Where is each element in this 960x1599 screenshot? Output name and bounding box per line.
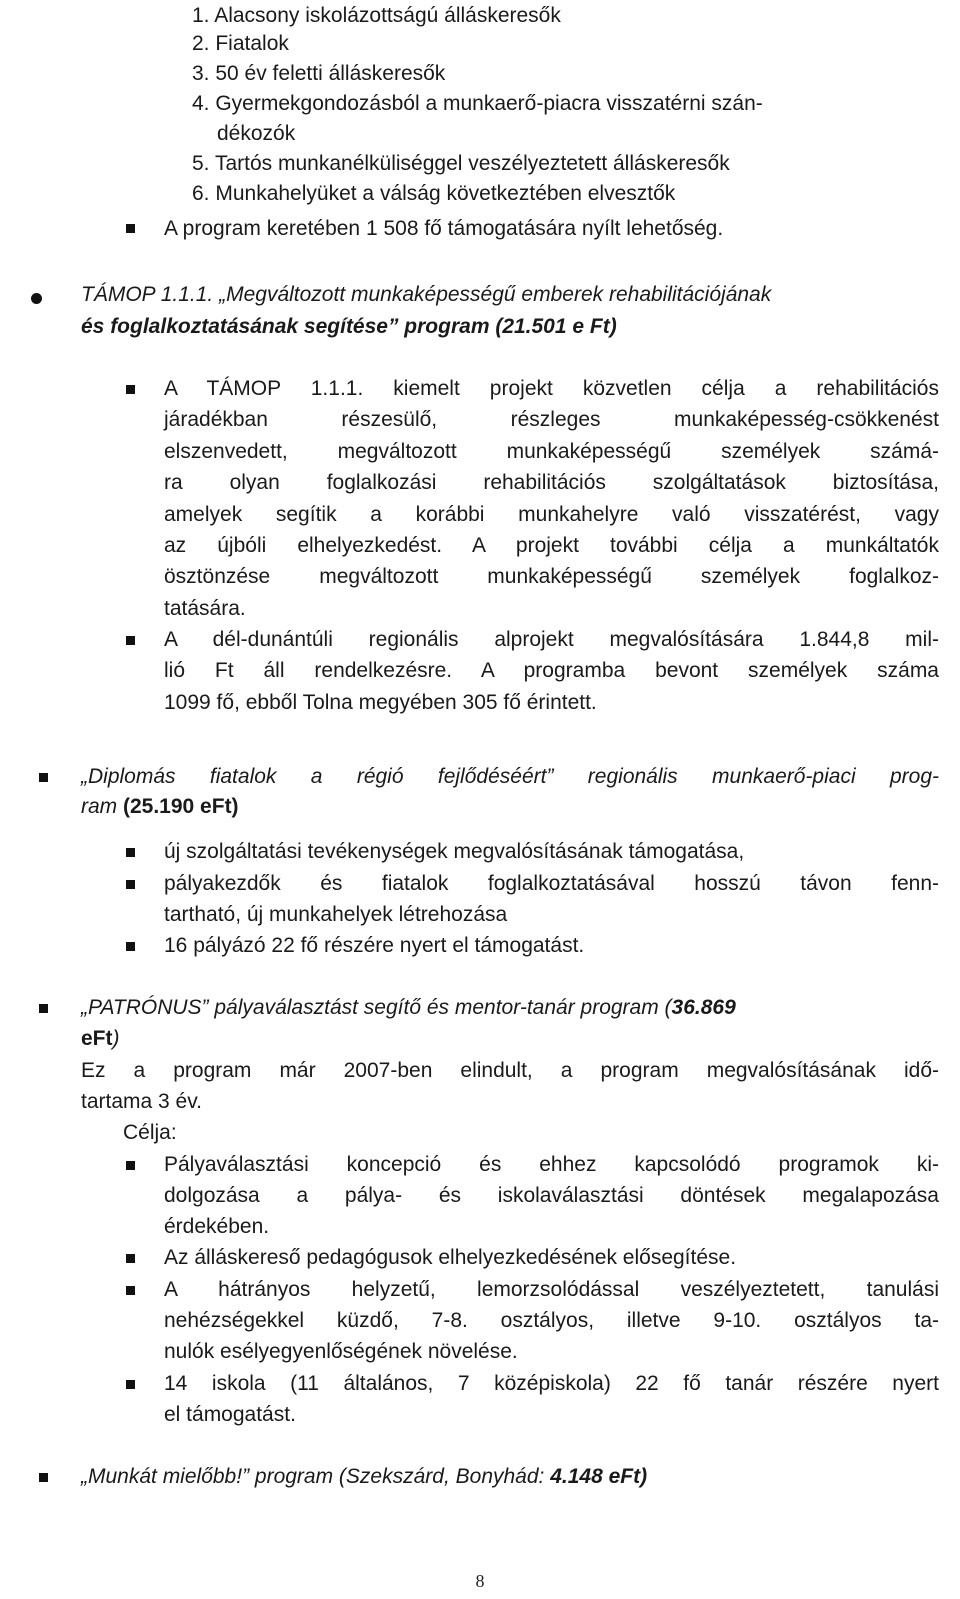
square-bullet-icon <box>126 1161 135 1170</box>
square-bullet-icon <box>126 880 135 889</box>
patronus-unit: eFt <box>81 1027 113 1050</box>
square-bullet-icon <box>126 1286 135 1295</box>
list-item: Az álláskereső pedagógusok elhelyezkedésének elősegítése. <box>164 1246 737 1269</box>
munkat-title <box>81 1461 647 1492</box>
paragraph-line: amelyek segítik a korábbi munkahelyre való visszatérést, vagy <box>164 503 939 526</box>
list-item: 4. Gyermekgondozásból a munkaerő-piacra visszatérni szán- <box>192 92 763 115</box>
square-bullet-icon <box>126 636 135 645</box>
diplomas-title <box>81 761 939 792</box>
square-bullet-icon <box>126 224 135 233</box>
list-item-continuation: tartható, új munkahelyek létrehozása <box>164 903 508 926</box>
list-item: új szolgáltatási tevékenységek megvalósításának támogatása, <box>164 840 745 863</box>
paragraph-line: ra olyan foglalkozási rehabilitációs szolgáltatások biztosítása, <box>164 471 939 494</box>
tamop-title-cont <box>81 311 617 342</box>
tamop-title <box>81 279 939 310</box>
paragraph-line: A dél-dunántúli regionális alprojekt megvalósítására 1.844,8 mil- <box>164 628 939 651</box>
diplomas-title-cont <box>81 791 239 822</box>
paragraph-line: az újbóli elhelyezkedést. A projekt további célja a munkáltatók <box>164 534 939 557</box>
square-bullet-icon <box>126 385 135 394</box>
diplomas-title-line1: „Diplomás fiatalok a régió fejlődéséért” regionális munkaerő-piaci prog- <box>81 765 939 788</box>
list-item: 16 pályázó 22 fő részére nyert el támogatást. <box>164 934 585 957</box>
square-bullet-icon <box>39 1473 48 1482</box>
patronus-intro: tartama 3 év. <box>81 1090 202 1113</box>
list-item-continuation: el támogatást. <box>164 1403 296 1426</box>
patronus-title-cont <box>81 1023 120 1054</box>
square-bullet-icon <box>126 1380 135 1389</box>
round-bullet-icon <box>31 293 42 304</box>
tamop-title-line2: és foglalkoztatásának segítése” program (21.501 e Ft) <box>81 315 617 338</box>
square-bullet-icon <box>126 848 135 857</box>
diplomas-title-line2: ram <box>81 795 123 818</box>
tamop-title-line1: TÁMOP 1.1.1. „Megváltozott munkaképességű emberek rehabilitációjának <box>81 283 772 306</box>
square-bullet-icon <box>126 942 135 951</box>
paragraph-line: lió Ft áll rendelkezésre. A programba bevont személyek száma <box>164 659 939 682</box>
list-item: pályakezdők és fiatalok foglalkoztatásával hosszú távon fenn- <box>164 872 939 895</box>
list-item-continuation: érdekében. <box>164 1215 270 1238</box>
patronus-goal-label: Célja: <box>123 1121 177 1144</box>
paragraph-line: tatására. <box>164 597 246 620</box>
munkat-amount: 4.148 eFt) <box>550 1465 648 1488</box>
list-item: 2. Fiatalok <box>192 32 289 55</box>
list-item-continuation: dékozók <box>217 122 296 145</box>
square-bullet-icon <box>39 773 48 782</box>
list-item: 3. 50 év feletti álláskeresők <box>192 62 446 85</box>
list-item: 5. Tartós munkanélküliséggel veszélyeztetett álláskeresők <box>192 152 730 175</box>
patronus-title <box>81 992 736 1023</box>
list-item-continuation: nehézségekkel küzdő, 7-8. osztályos, illetve 9-10. osztályos ta- <box>164 1309 939 1332</box>
list-item: 1. Alacsony iskolázottságú álláskeresők <box>192 4 561 27</box>
paragraph-line: járadékban részesülő, részleges munkaképesség-csökkenést <box>164 408 939 431</box>
list-item: 6. Munkahelyüket a válság következtében elvesztők <box>192 182 676 205</box>
patronus-title-text: „PATRÓNUS” pályaválasztást segítő és mentor-tanár program ( <box>81 996 672 1019</box>
list-item: A hátrányos helyzetű, lemorzsolódással veszélyeztetett, tanulási <box>164 1278 939 1301</box>
square-bullet-icon <box>126 1254 135 1263</box>
list-item-continuation: nulók esélyegyenlőségének növelése. <box>164 1340 518 1363</box>
munkat-title-text: „Munkát mielőbb!” program (Szekszárd, Bonyhád: <box>81 1465 551 1488</box>
square-bullet-icon <box>39 1004 48 1013</box>
patronus-amount: 36.869 <box>671 996 736 1019</box>
page-number: 8 <box>475 1571 485 1591</box>
patronus-intro: Ez a program már 2007-ben elindult, a program megvalósításának idő- <box>81 1059 939 1082</box>
paragraph-line: elszenvedett, megváltozott munkaképességű személyek számá- <box>164 440 939 463</box>
paragraph-line: A TÁMOP 1.1.1. kiemelt projekt közvetlen célja a rehabilitációs <box>164 377 939 400</box>
list-item-continuation: dolgozása a pálya- és iskolaválasztási döntések megalapozása <box>164 1184 939 1207</box>
list-item: Pályaválasztási koncepció és ehhez kapcsolódó programok ki- <box>164 1153 939 1176</box>
paragraph-line: ösztönzése megváltozott munkaképességű személyek foglalkoz- <box>164 565 939 588</box>
program-support-note: A program keretében 1 508 fő támogatására nyílt lehetőség. <box>164 217 724 240</box>
paragraph-line: 1099 fő, ebből Tolna megyében 305 fő érintett. <box>164 691 597 714</box>
patronus-close: ) <box>112 1027 120 1050</box>
diplomas-amount: (25.190 eFt) <box>123 795 239 818</box>
list-item: 14 iskola (11 általános, 7 középiskola) 22 fő tanár részére nyert <box>164 1372 939 1395</box>
